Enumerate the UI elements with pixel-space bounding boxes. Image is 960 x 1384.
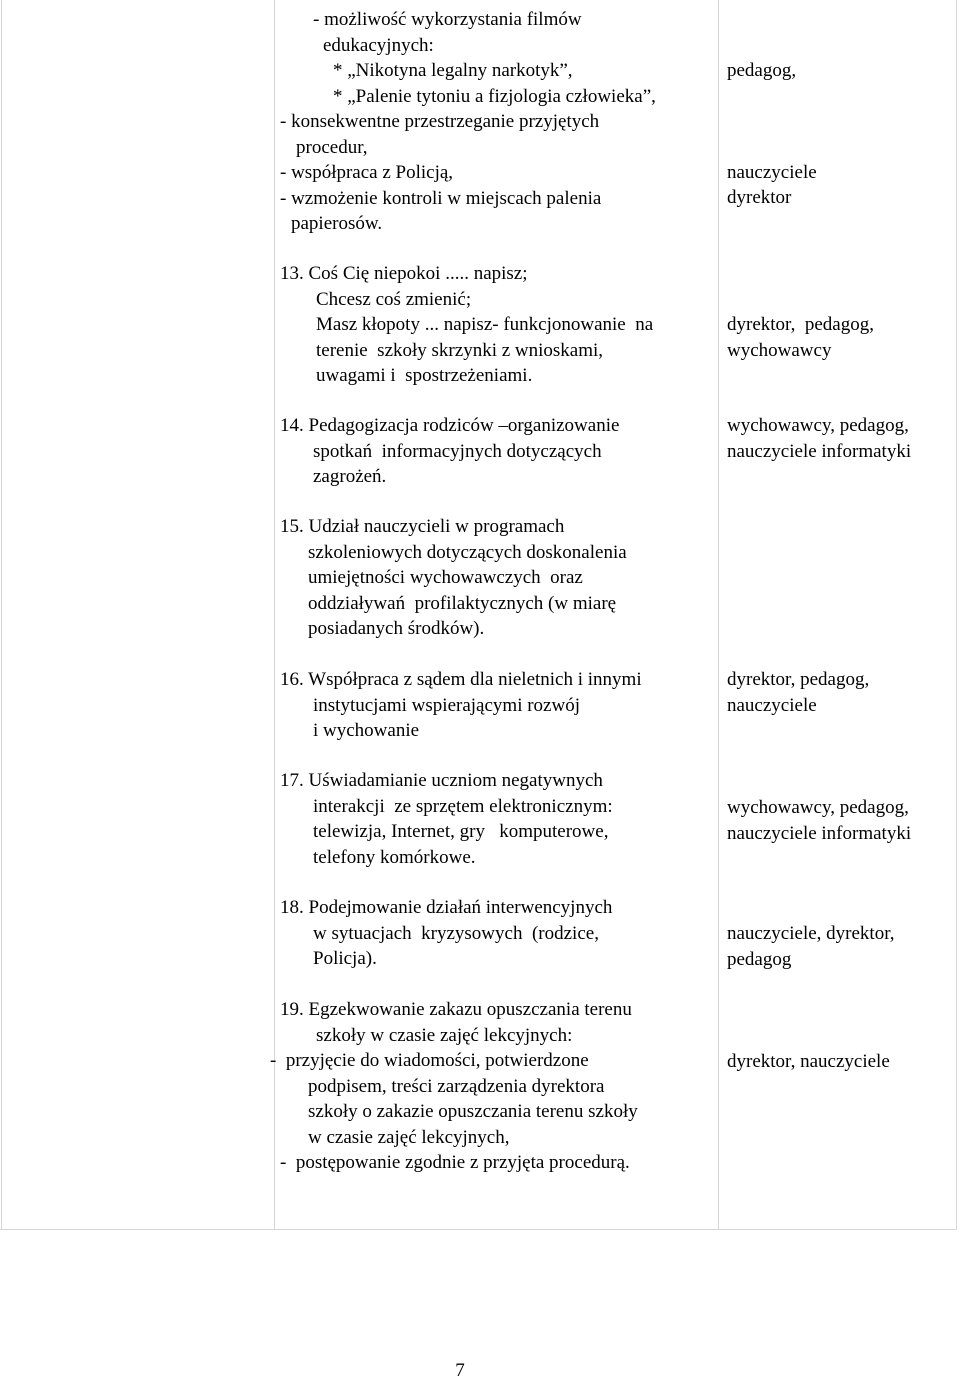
text-line: telefony komórkowe. bbox=[313, 846, 476, 868]
text-line: posiadanych środków). bbox=[308, 618, 485, 639]
page-number: 7 bbox=[455, 1360, 465, 1381]
text-line: 13. Coś Cię niepokoi ..... napisz; bbox=[280, 263, 528, 284]
text-line: edukacyjnych: bbox=[323, 34, 434, 56]
text-line: i wychowanie bbox=[313, 720, 420, 741]
text-line: - możliwość wykorzystania filmów bbox=[313, 9, 582, 30]
text-line: - konsekwentne przestrzeganie przyjętych bbox=[280, 111, 600, 132]
table-divider-1 bbox=[274, 0, 275, 1230]
activity-item-17 bbox=[280, 768, 713, 870]
responsible-block-continued bbox=[727, 58, 952, 211]
activity-item-13 bbox=[280, 261, 713, 389]
responsible-line: dyrektor bbox=[727, 187, 792, 208]
responsible-item-16 bbox=[727, 667, 952, 718]
text-line: 16. Współpraca z sądem dla nieletnich i innymi bbox=[280, 669, 642, 690]
text-line: oddziaływań profilaktycznych (w miarę bbox=[308, 592, 617, 614]
activity-item-19 bbox=[270, 997, 713, 1176]
text-line: podpisem, treści zarządzenia dyrektora bbox=[308, 1075, 605, 1097]
text-line: 18. Podejmowanie działań interwencyjnych bbox=[280, 897, 613, 918]
responsible-item-18 bbox=[727, 921, 952, 972]
text-line: spotkań informacyjnych dotyczących bbox=[313, 440, 602, 462]
text-line: szkoły o zakazie opuszczania terenu szkoły bbox=[308, 1101, 638, 1122]
text-line: 17. Uświadamianie uczniom negatywnych bbox=[280, 770, 603, 791]
text-line: 19. Egzekwowanie zakazu opuszczania terenu bbox=[280, 999, 632, 1020]
responsible-line: wychowawcy, pedagog, bbox=[727, 415, 909, 436]
table-border-bottom bbox=[0, 1229, 957, 1230]
text-line: * „Nikotyna legalny narkotyk”, bbox=[333, 60, 573, 81]
responsible-item-13 bbox=[727, 312, 952, 363]
text-line: Policja). bbox=[313, 948, 377, 969]
table-divider-2 bbox=[718, 0, 719, 1230]
activity-item-15 bbox=[280, 514, 713, 642]
text-line: - przyjęcie do wiadomości, potwierdzone bbox=[270, 1050, 589, 1071]
text-line: - postępowanie zgodnie z przyjęta procedurą. bbox=[280, 1152, 630, 1173]
responsible-line: dyrektor, pedagog, bbox=[727, 669, 870, 690]
responsible-line: nauczyciele informatyki bbox=[727, 440, 912, 462]
text-line: w czasie zajęć lekcyjnych, bbox=[308, 1126, 510, 1148]
text-line: papierosów. bbox=[291, 213, 383, 234]
responsible-item-19 bbox=[727, 1049, 952, 1075]
text-line: telewizja, Internet, gry komputerowe, bbox=[313, 821, 609, 842]
activity-item-18 bbox=[280, 895, 713, 972]
text-line: Chcesz coś zmienić; bbox=[316, 288, 472, 310]
responsible-line: wychowawcy, pedagog, bbox=[727, 797, 909, 818]
text-line: szkoły w czasie zajęć lekcyjnych: bbox=[316, 1024, 573, 1046]
responsible-line: nauczyciele informatyki bbox=[727, 822, 912, 844]
responsible-line: dyrektor, nauczyciele bbox=[727, 1051, 890, 1072]
table-border-right bbox=[956, 0, 957, 1230]
text-line: 15. Udział nauczycieli w programach bbox=[280, 516, 565, 537]
text-line: procedur, bbox=[296, 136, 368, 158]
text-line: 14. Pedagogizacja rodziców –organizowanie bbox=[280, 415, 620, 436]
text-line: instytucjami wspierającymi rozwój bbox=[313, 694, 580, 716]
text-line: - wzmożenie kontroli w miejscach palenia bbox=[280, 187, 602, 209]
text-line: uwagami i spostrzeżeniami. bbox=[316, 365, 533, 386]
text-line: terenie szkoły skrzynki z wnioskami, bbox=[316, 339, 604, 361]
text-line: - współpraca z Policją, bbox=[280, 162, 454, 183]
responsible-line: nauczyciele, dyrektor, bbox=[727, 923, 895, 944]
activity-item-14 bbox=[280, 413, 713, 490]
text-line: Masz kłopoty ... napisz- funkcjonowanie na bbox=[316, 314, 654, 335]
responsible-line: nauczyciele bbox=[727, 161, 817, 183]
responsible-line: dyrektor, pedagog, bbox=[727, 314, 874, 335]
responsible-line: pedagog bbox=[727, 948, 792, 970]
table-border-left bbox=[1, 0, 2, 1230]
text-line: umiejętności wychowawczych oraz bbox=[308, 567, 583, 588]
text-line: szkoleniowych dotyczących doskonalenia bbox=[308, 541, 627, 563]
text-line: interakcji ze sprzętem elektronicznym: bbox=[313, 795, 613, 817]
text-line: * „Palenie tytoniu a fizjologia człowieka”, bbox=[333, 85, 656, 107]
responsible-item-14 bbox=[727, 413, 952, 464]
activity-item-16 bbox=[280, 667, 713, 744]
text-line: zagrożeń. bbox=[313, 466, 387, 487]
activity-block-continued bbox=[280, 7, 713, 237]
responsible-item-17 bbox=[727, 795, 952, 846]
text-line: w sytuacjach kryzysowych (rodzice, bbox=[313, 922, 599, 944]
responsible-line: nauczyciele bbox=[727, 694, 817, 716]
responsible-line: wychowawcy bbox=[727, 339, 832, 361]
responsible-line: pedagog, bbox=[727, 60, 797, 81]
